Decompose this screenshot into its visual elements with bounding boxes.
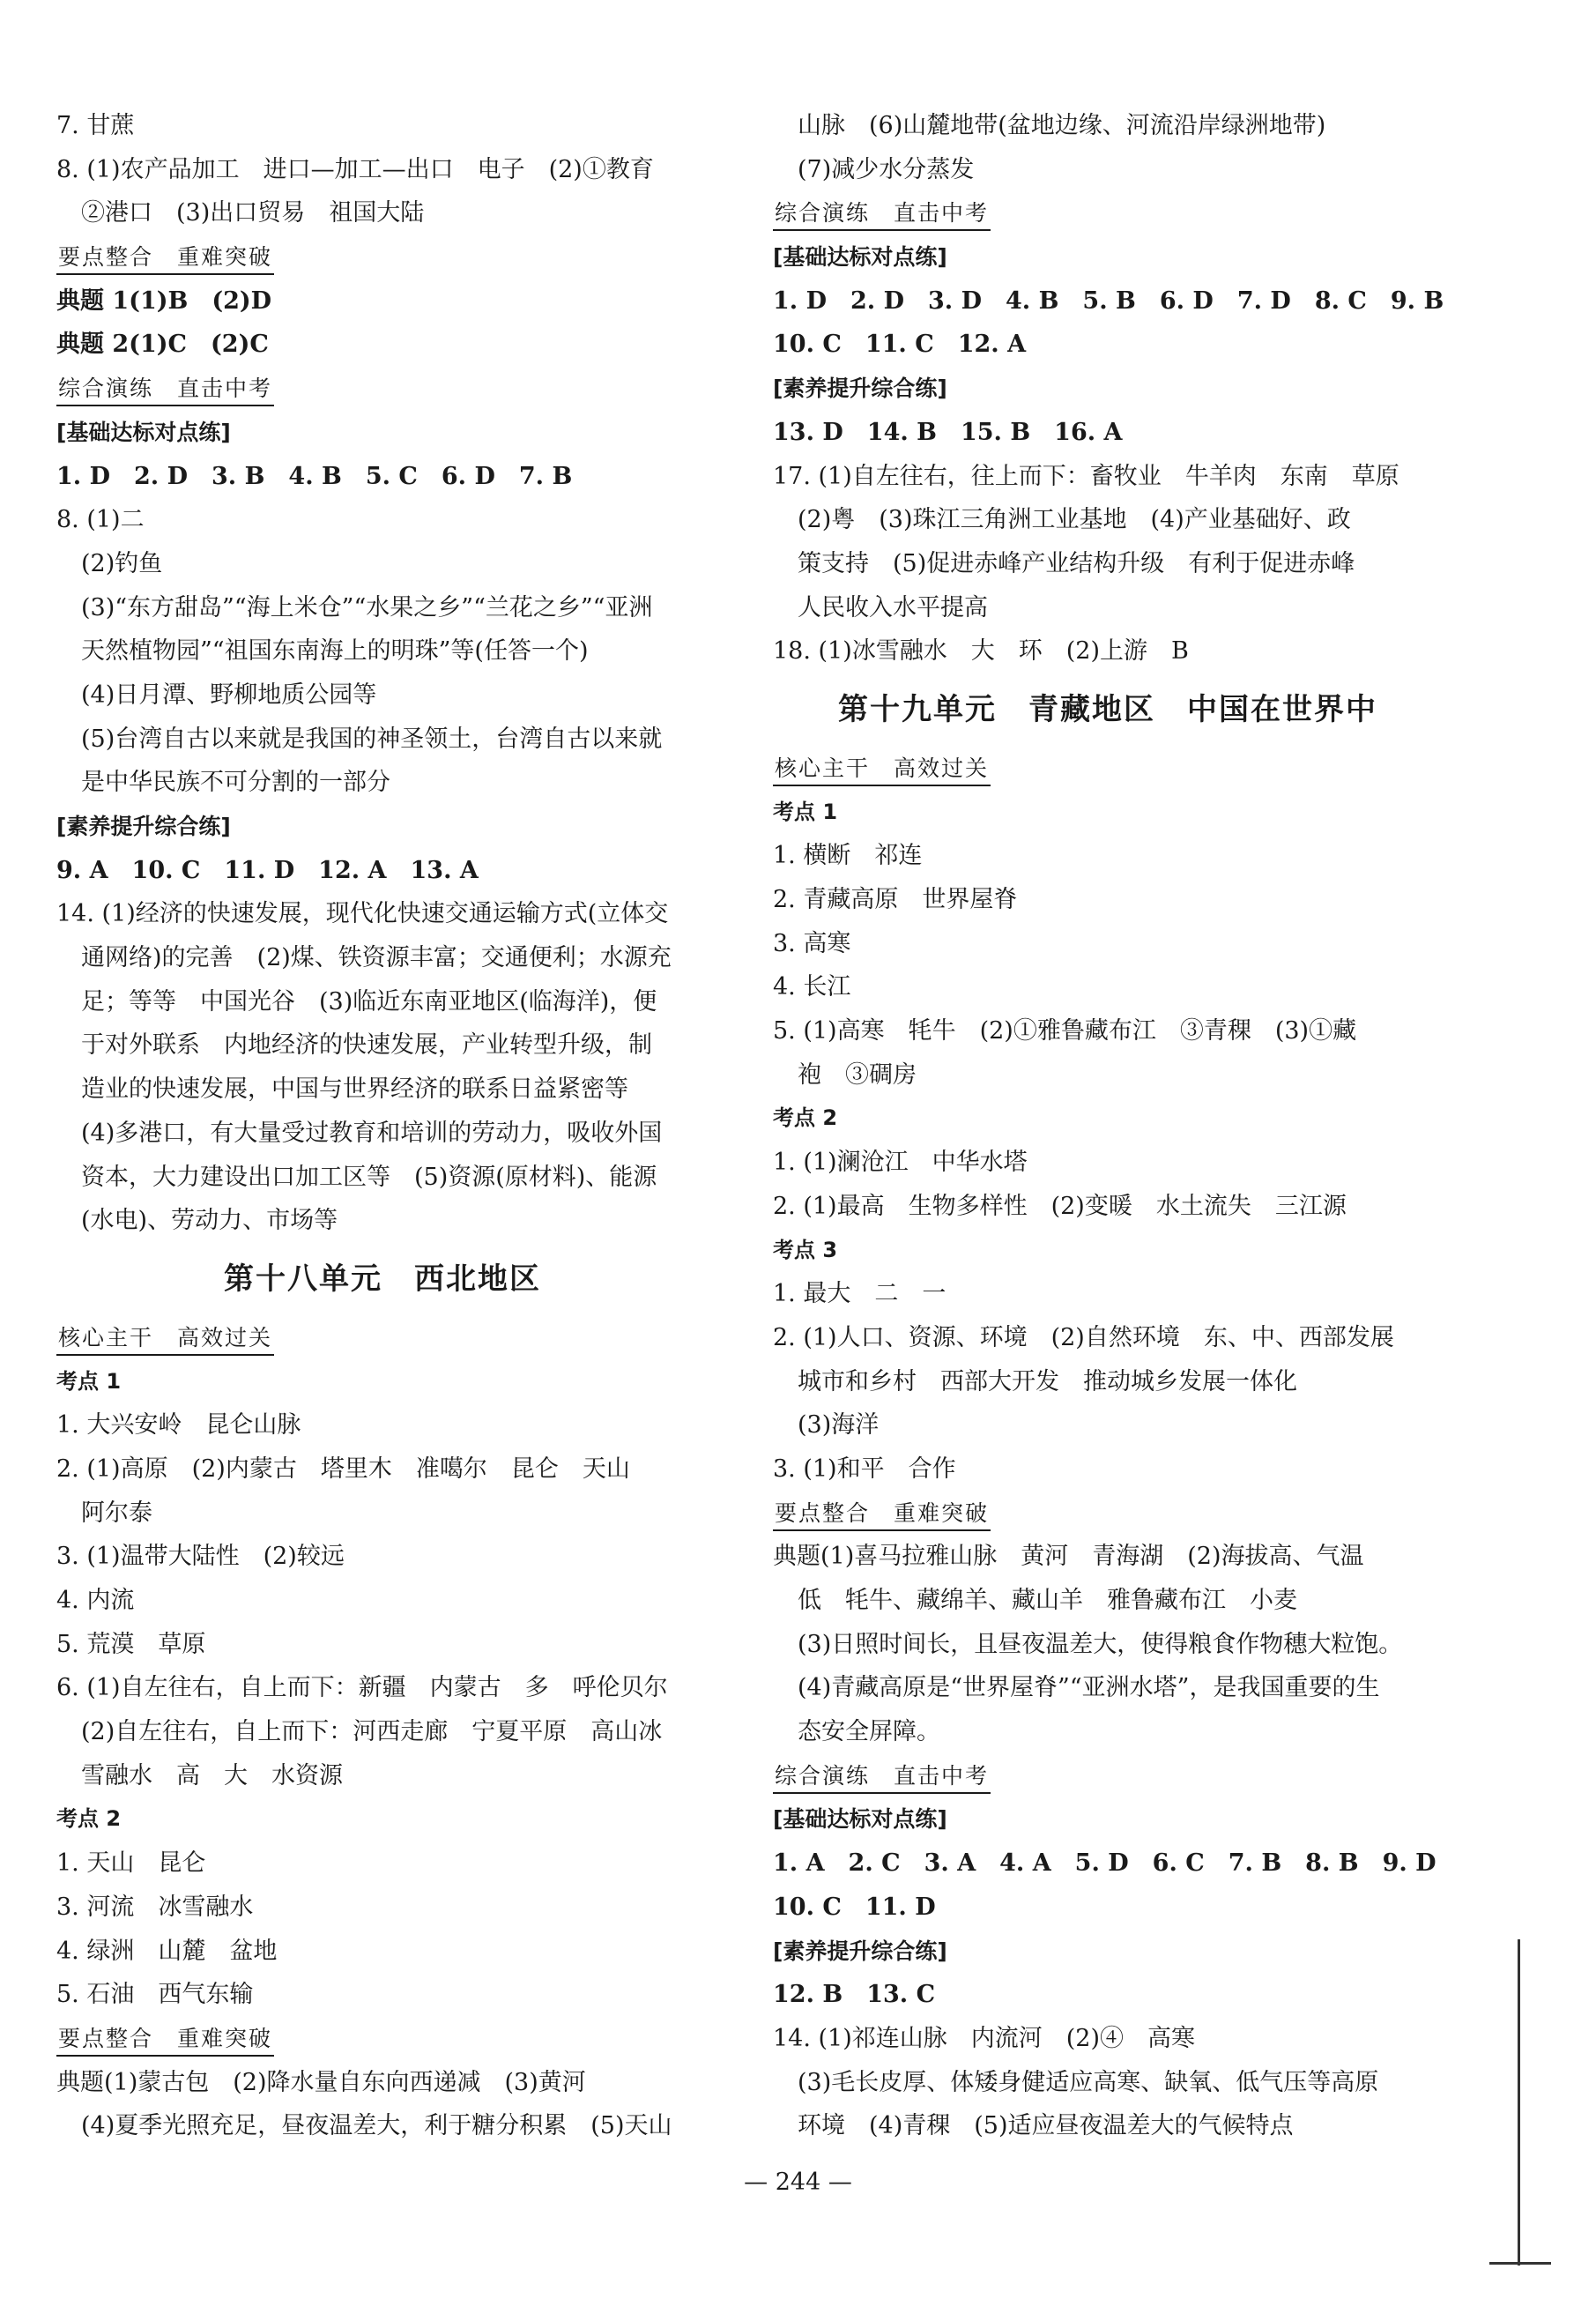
answer-line: (7)减少水分蒸发 bbox=[798, 155, 975, 183]
exercise-group-heading: [基础达标对点练] bbox=[773, 244, 947, 271]
section-heading bbox=[56, 367, 709, 411]
exercise-group-heading: [素养提升综合练] bbox=[773, 1938, 947, 1964]
section-heading bbox=[773, 747, 1443, 791]
answer-line: 7. 甘蔗 bbox=[56, 112, 135, 139]
answer-line: 1. (1)澜沧江 中华水塔 bbox=[773, 1149, 1028, 1177]
answer-line: (4)夏季光照充足，昼夜温差大，利于糖分积累 (5)天山 bbox=[81, 2112, 672, 2140]
answer-line: 策支持 (5)促进赤峰产业结构升级 有利于促进赤峰 bbox=[798, 549, 1355, 577]
section-heading-label: 综合演练 直击中考 bbox=[773, 1760, 991, 1794]
section-heading bbox=[56, 1316, 709, 1360]
answer-line: 足；等等 中国光谷 (3)临近东南亚地区(临海洋)，便 bbox=[81, 987, 657, 1016]
key-point-heading: 考点 2 bbox=[773, 1105, 838, 1131]
answer-line: 环境 (4)青稞 (5)适应昼夜温差大的气候特点 bbox=[798, 2112, 1294, 2140]
answer-line: 3. 高寒 bbox=[773, 929, 851, 957]
answer-line: 8. (1)二 bbox=[56, 506, 145, 534]
answer-line: 1. 大兴安岭 昆仑山脉 bbox=[56, 1411, 301, 1440]
page-edge-line bbox=[1518, 1939, 1520, 2266]
page-edge-line-bottom bbox=[1489, 2262, 1551, 2265]
section-heading-label: 综合演练 直击中考 bbox=[773, 197, 991, 231]
section-heading-label: 核心主干 高效过关 bbox=[773, 753, 991, 786]
answer-line: 2. (1)人口、资源、环境 (2)自然环境 东、中、西部发展 bbox=[773, 1323, 1394, 1351]
answer-line: 1. 横断 祁连 bbox=[773, 842, 923, 870]
answer-line: 2. (1)高原 (2)内蒙古 塔里木 准噶尔 昆仑 天山 bbox=[56, 1455, 630, 1483]
exercise-group-heading: [基础达标对点练] bbox=[56, 419, 231, 445]
answer-line: 人民收入水平提高 bbox=[798, 593, 988, 621]
exercise-group-heading: [素养提升综合练] bbox=[773, 376, 947, 402]
answer-line: 3. 河流 冰雪融水 bbox=[56, 1893, 254, 1921]
exercise-group-heading: [基础达标对点练] bbox=[773, 1806, 947, 1833]
answer-line: 态安全屏障。 bbox=[798, 1718, 940, 1746]
page-number: — 244 — bbox=[744, 2169, 852, 2196]
answer-line: (5)台湾自古以来就是我国的神圣领土，台湾自古以来就 bbox=[81, 725, 663, 753]
section-heading-label: 要点整合 重难突破 bbox=[56, 242, 274, 275]
answer-line: (2)自左往右，自上而下：河西走廊 宁夏平原 高山冰 bbox=[81, 1718, 663, 1746]
answer-line: 1. 天山 昆仑 bbox=[56, 1849, 206, 1878]
answer-line: 3. (1)温带大陆性 (2)较远 bbox=[56, 1543, 345, 1571]
section-heading bbox=[773, 1492, 1443, 1536]
answer-line: 9. A 10. C 11. D 12. A 13. A bbox=[56, 856, 479, 884]
answer-line: 5. 荒漠 草原 bbox=[56, 1630, 206, 1658]
answer-line: (4)青藏高原是“世界屋脊”“亚洲水塔”，是我国重要的生 bbox=[798, 1674, 1380, 1702]
unit-title: 第十八单元 西北地区 bbox=[224, 1261, 541, 1297]
exercise-group-heading: [素养提升综合练] bbox=[56, 814, 231, 839]
answer-line: (3)海洋 bbox=[798, 1411, 880, 1440]
answer-line: 14. (1)经济的快速发展，现代化快速交通运输方式(立体交 bbox=[56, 900, 669, 928]
answer-line: 4. 内流 bbox=[56, 1587, 135, 1614]
answer-line: 5. (1)高寒 牦牛 (2)①雅鲁藏布江 ③青稞 (3)①藏 bbox=[773, 1017, 1357, 1045]
answer-line: 阿尔泰 bbox=[81, 1499, 152, 1527]
answer-line: 12. B 13. C bbox=[773, 1981, 936, 2009]
section-heading-label: 要点整合 重难突破 bbox=[773, 1498, 991, 1531]
answer-line: 4. 长江 bbox=[773, 973, 851, 1001]
answer-line: 5. 石油 西气东输 bbox=[56, 1981, 254, 2009]
section-heading bbox=[773, 191, 1443, 235]
answer-line: 是中华民族不可分割的一部分 bbox=[81, 769, 390, 797]
section-heading-label: 核心主干 高效过关 bbox=[56, 1322, 274, 1356]
answer-line: 2. 青藏高原 世界屋脊 bbox=[773, 886, 1018, 913]
answer-line: (3)日照时间长，且昼夜温差大，使得粮食作物穗大粒饱。 bbox=[798, 1630, 1403, 1658]
answer-line: 城市和乡村 西部大开发 推动城乡发展一体化 bbox=[798, 1367, 1297, 1395]
answer-line: 通网络)的完善 (2)煤、铁资源丰富；交通便利；水源充 bbox=[81, 944, 672, 972]
answer-line: 1. A 2. C 3. A 4. A 5. D 6. C 7. B 8. B 9. D bbox=[773, 1849, 1436, 1878]
answer-line: (3)“东方甜岛”“海上米仓”“水果之乡”“兰花之乡”“亚洲 bbox=[81, 593, 653, 621]
section-heading bbox=[56, 2017, 709, 2061]
answer-line: 6. (1)自左往右，自上而下：新疆 内蒙古 多 呼伦贝尔 bbox=[56, 1674, 668, 1702]
answer-line: 典题 1(1)B (2)D bbox=[56, 286, 272, 315]
answer-line: 8. (1)农产品加工 进口—加工—出口 电子 (2)①教育 bbox=[56, 155, 654, 183]
unit-title: 第十九单元 青藏地区 中国在世界中 bbox=[838, 691, 1377, 727]
answer-line: (水电)、劳动力、市场等 bbox=[81, 1207, 338, 1235]
section-heading bbox=[56, 235, 709, 279]
answer-line: 1. D 2. D 3. B 4. B 5. C 6. D 7. B bbox=[56, 462, 573, 490]
answer-line: 低 牦牛、藏绵羊、藏山羊 雅鲁藏布江 小麦 bbox=[798, 1587, 1297, 1614]
answer-line: 袍 ③碉房 bbox=[798, 1060, 917, 1089]
section-heading-label: 综合演练 直击中考 bbox=[56, 373, 274, 406]
answer-line: (4)日月潭、野柳地质公园等 bbox=[81, 681, 377, 709]
key-point-heading: 考点 1 bbox=[773, 799, 838, 824]
answer-line: 造业的快速发展，中国与世界经济的联系日益紧密等 bbox=[81, 1075, 628, 1104]
answer-line: ②港口 (3)出口贸易 祖国大陆 bbox=[81, 199, 425, 227]
answer-line: 雪融水 高 大 水资源 bbox=[81, 1761, 343, 1789]
answer-line: 1. D 2. D 3. D 4. B 5. B 6. D 7. D 8. C 9. B bbox=[773, 286, 1444, 315]
answer-line: (2)钓鱼 bbox=[81, 549, 163, 577]
right-column bbox=[773, 104, 1443, 2148]
section-heading-label: 要点整合 重难突破 bbox=[56, 2023, 274, 2057]
answer-line: 山脉 (6)山麓地带(盆地边缘、河流沿岸绿洲地带) bbox=[798, 112, 1326, 139]
answer-line: 资本，大力建设出口加工区等 (5)资源(原材料)、能源 bbox=[81, 1163, 657, 1191]
answer-line: 2. (1)最高 生物多样性 (2)变暖 水土流失 三江源 bbox=[773, 1192, 1347, 1220]
key-point-heading: 考点 2 bbox=[56, 1806, 122, 1832]
answer-line: 14. (1)祁连山脉 内流河 (2)④ 高寒 bbox=[773, 2024, 1196, 2052]
answer-line: 10. C 11. C 12. A bbox=[773, 331, 1027, 359]
answer-line: (4)多港口，有大量受过教育和培训的劳动力，吸收外国 bbox=[81, 1119, 663, 1147]
answer-line: 4. 绿洲 山麓 盆地 bbox=[56, 1937, 278, 1965]
answer-line: 17. (1)自左往右，往上而下：畜牧业 牛羊肉 东南 草原 bbox=[773, 462, 1399, 490]
answer-line: 于对外联系 内地经济的快速发展，产业转型升级，制 bbox=[81, 1031, 652, 1060]
answer-line: 13. D 14. B 15. B 16. A bbox=[773, 418, 1123, 446]
answer-line: (3)毛长皮厚、体矮身健适应高寒、缺氧、低气压等高原 bbox=[798, 2068, 1379, 2096]
left-column bbox=[56, 104, 709, 2148]
answer-line: 1. 最大 二 一 bbox=[773, 1280, 946, 1308]
answer-line: 10. C 11. D bbox=[773, 1893, 936, 1921]
answer-line: 典题(1)蒙古包 (2)降水量自东向西递减 (3)黄河 bbox=[56, 2068, 586, 2096]
answer-line: 3. (1)和平 合作 bbox=[773, 1455, 956, 1483]
section-heading bbox=[773, 1754, 1443, 1798]
key-point-heading: 考点 1 bbox=[56, 1368, 122, 1394]
key-point-heading: 考点 3 bbox=[773, 1237, 838, 1262]
answer-line: 18. (1)冰雪融水 大 环 (2)上游 B bbox=[773, 637, 1189, 666]
answer-line: (2)粤 (3)珠江三角洲工业基地 (4)产业基础好、政 bbox=[798, 506, 1351, 534]
answer-line: 天然植物园”“祖国东南海上的明珠”等(任答一个) bbox=[81, 637, 589, 666]
answer-line: 典题(1)喜马拉雅山脉 黄河 青海湖 (2)海拔高、气温 bbox=[773, 1543, 1364, 1571]
answer-line: 典题 2(1)C (2)C bbox=[56, 331, 269, 359]
